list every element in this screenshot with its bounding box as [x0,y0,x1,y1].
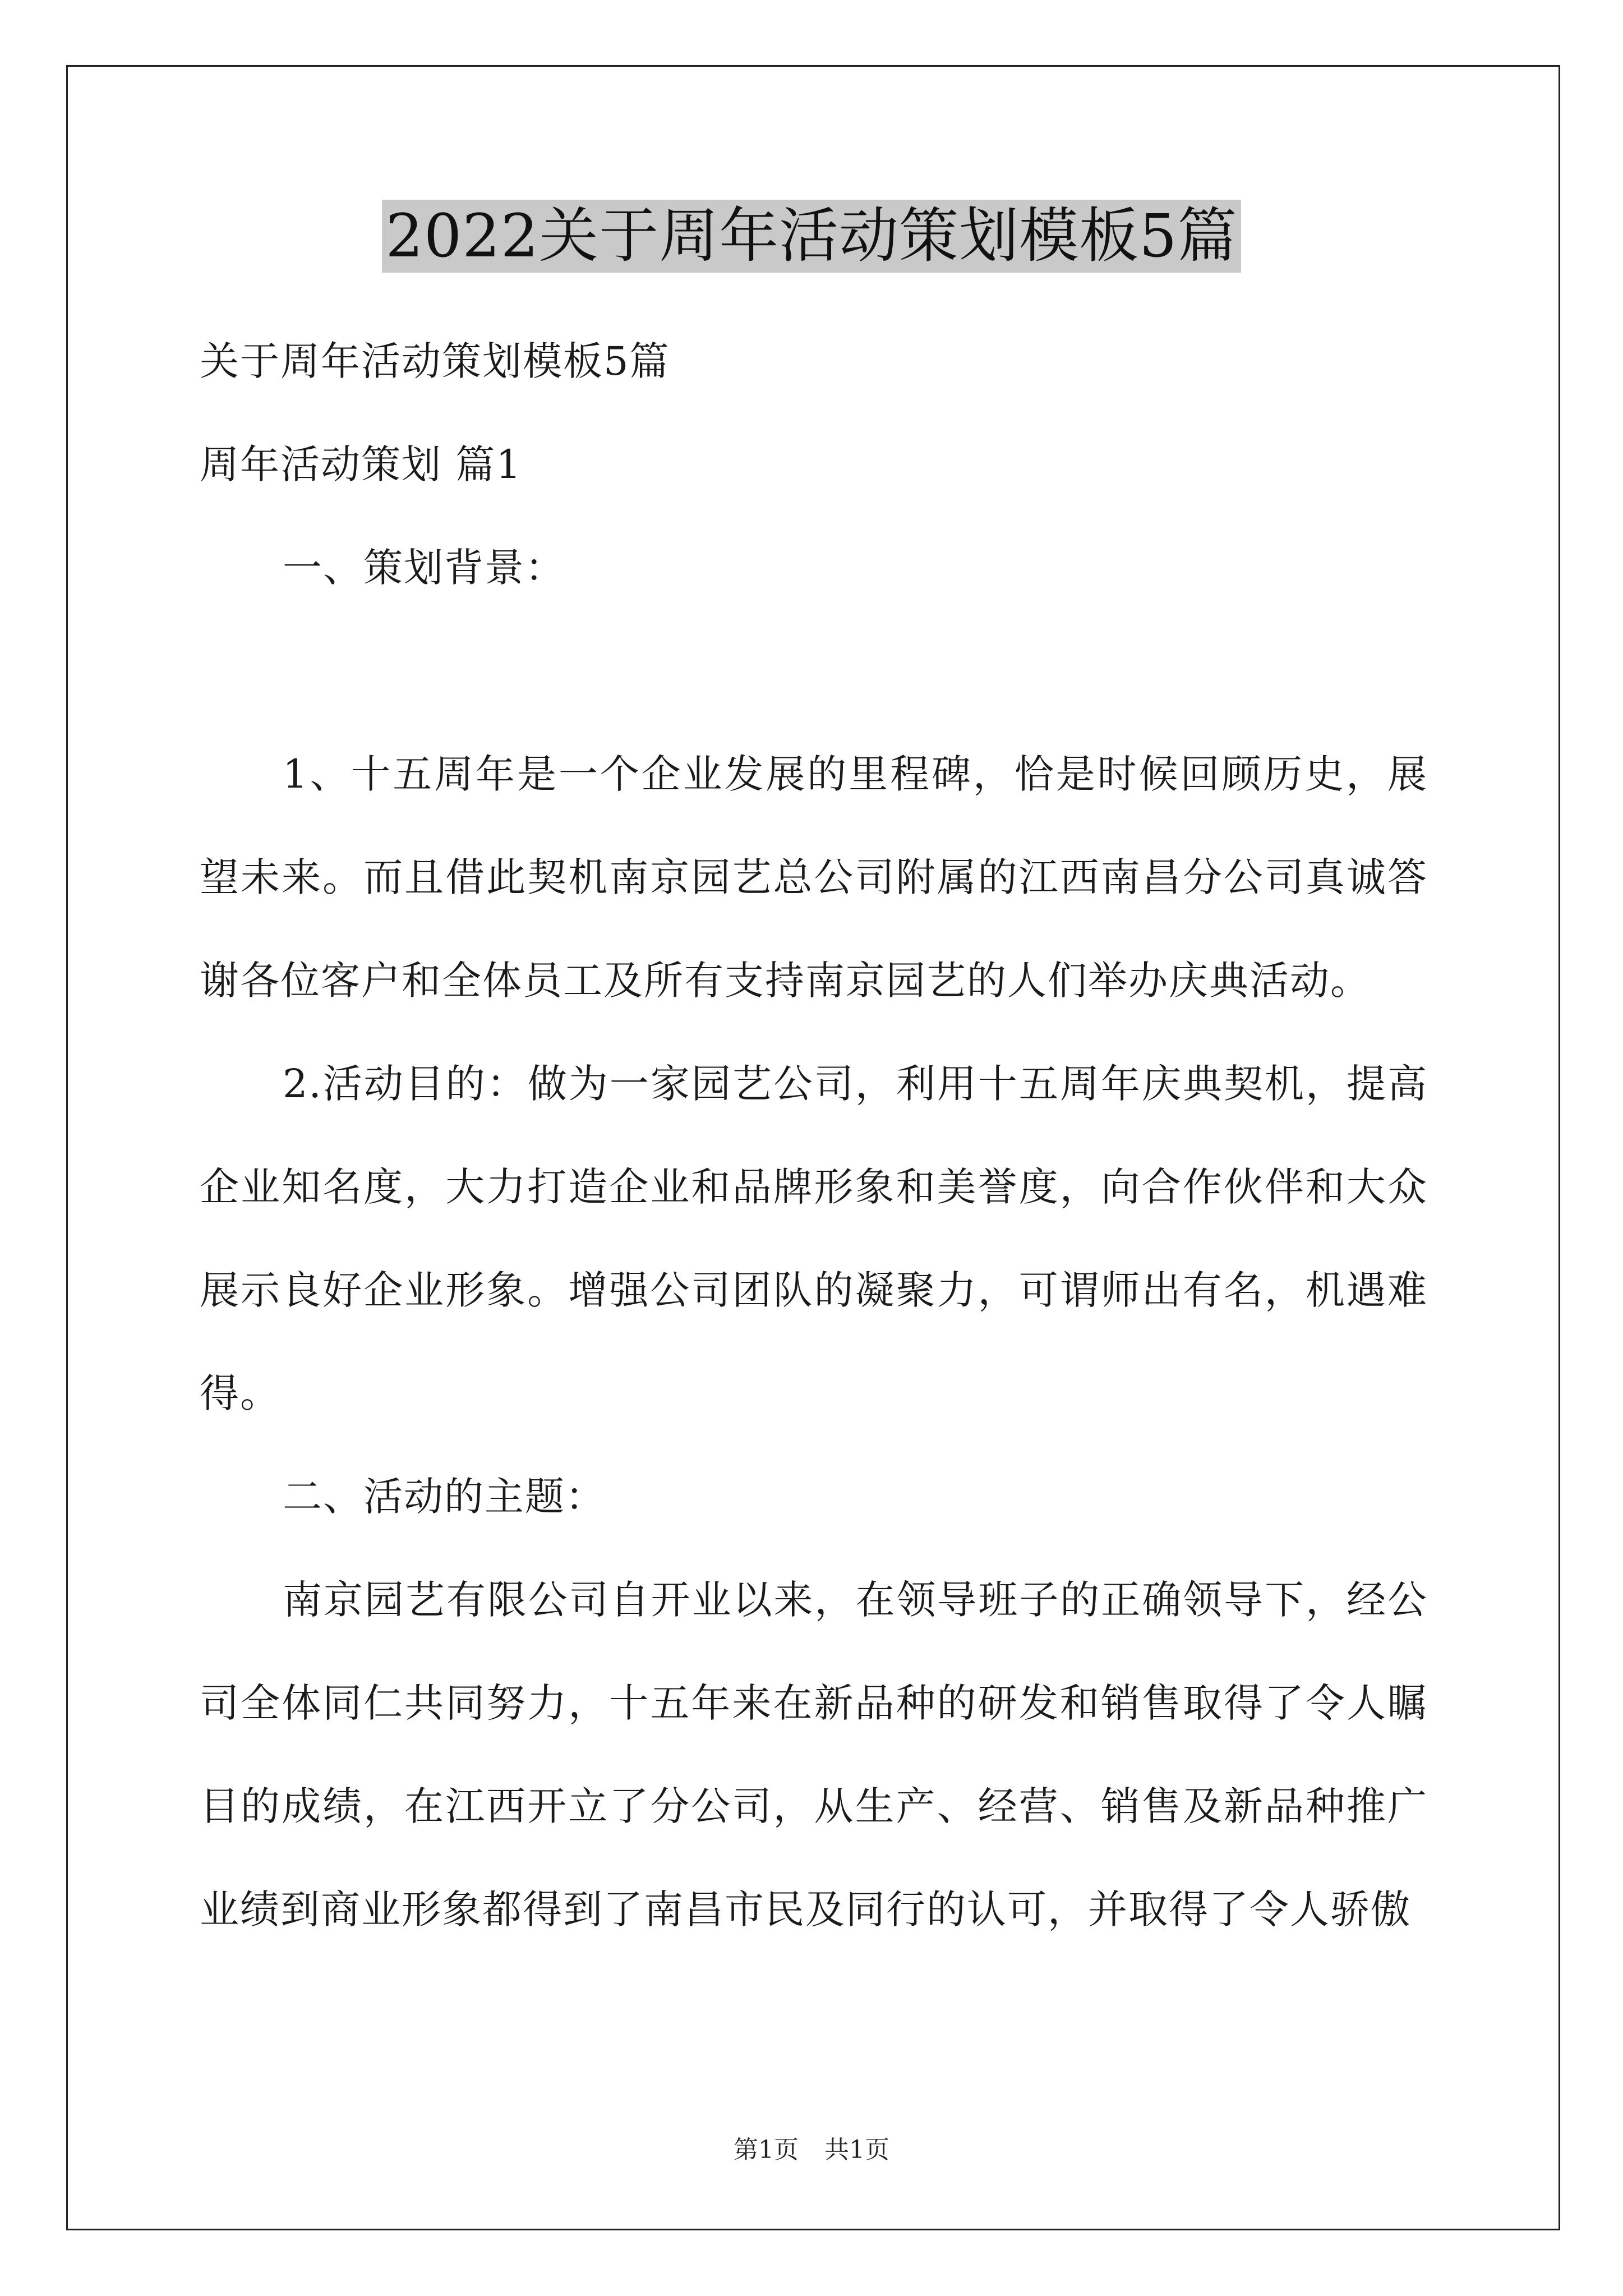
page-total: 共1页 [824,2136,889,2164]
paragraph-heading-background: 一、策划背景： [283,545,565,591]
blank-line [200,619,1428,723]
title-wrapper [0,200,1623,273]
paragraph-body-3: 南京园艺有限公司自开业以来，在领导班子的正确领导下，经公司全体同仁共同努力，十五年来在新品种的研发和销售取得了令人瞩目的成绩，在江西开立了分公司，从生产、经营、销售及新品种推广业绩到商业形象都得到了南昌市民及同行的认可，并取得了令人骄傲 [200,1577,1428,1932]
document-body [200,310,1428,1961]
paragraph-section-heading: 周年活动策划 篇1 [200,441,522,487]
paragraph-heading-theme: 二、活动的主题： [283,1474,606,1520]
page-footer [0,2129,1623,2165]
paragraph-body-2: 2.活动目的：做为一家园艺公司，利用十五周年庆典契机，提高企业知名度，大力打造企业和品牌形象和美誉度，向合作伙伴和大众展示良好企业形象。增强公司团队的凝聚力，可谓师出有名，机遇难得。 [200,1061,1428,1416]
document-title: 2022关于周年活动策划模板5篇 [382,200,1241,273]
page-number: 第1页 [734,2136,799,2164]
paragraph-body-1: 1、十五周年是一个企业发展的里程碑，恰是时候回顾历史，展望未来。而且借此契机南京园艺总公司附属的江西南昌分公司真诚答谢各位客户和全体员工及所有支持南京园艺的人们举办庆典活动。 [200,751,1428,1004]
paragraph-subtitle: 关于周年活动策划模板5篇 [200,338,670,384]
